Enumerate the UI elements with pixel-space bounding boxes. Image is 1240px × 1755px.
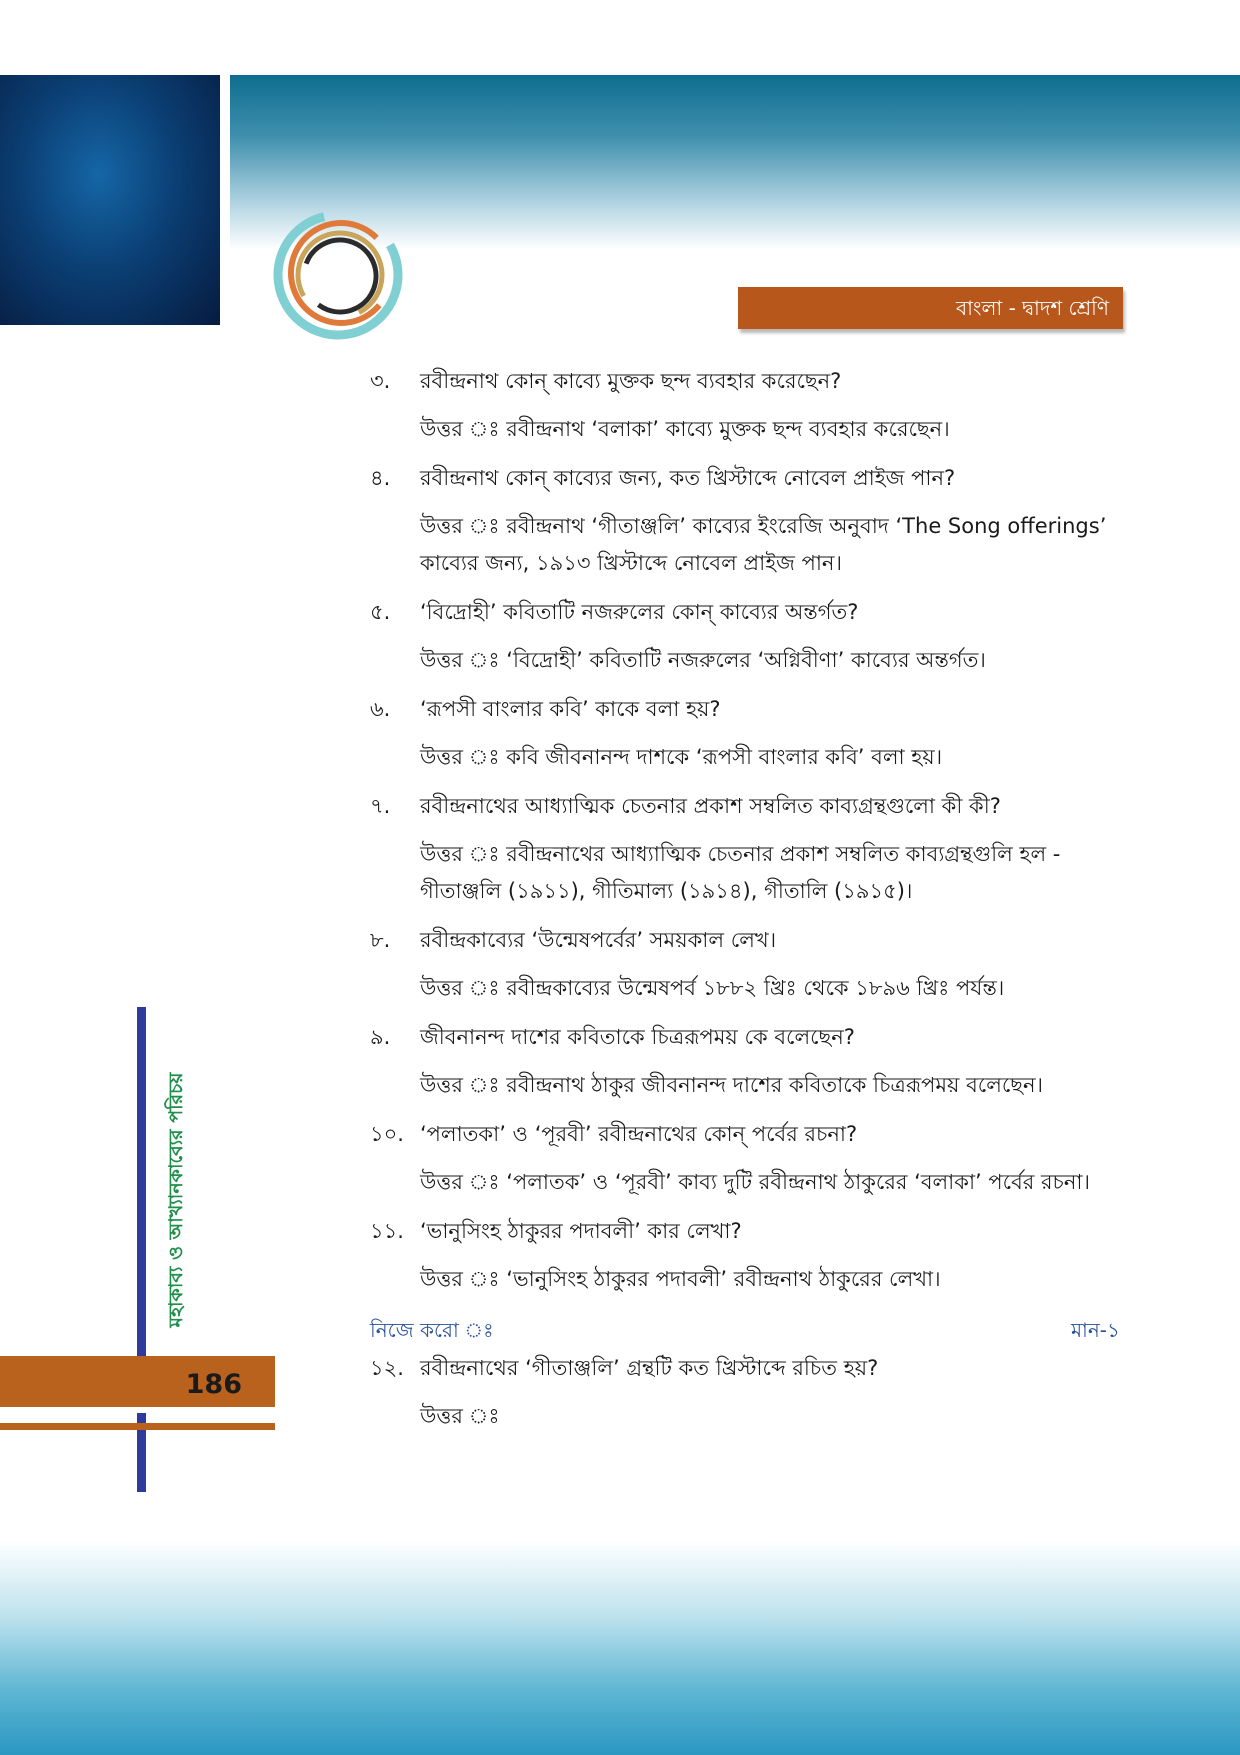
question-row: [370, 1213, 1130, 1249]
swirl-ring-orange: [271, 205, 408, 343]
question-row: [370, 1350, 1130, 1386]
chapter-side-title: মহাকাব্য ও আখ্যানকাব্যের পরিচয়: [165, 1072, 187, 1328]
subject-tag: বাংলা - দ্বাদশ শ্রেণি: [738, 287, 1123, 329]
question-number: ৫.: [370, 600, 391, 624]
question-item: [370, 691, 1130, 776]
swirl-logo-icon: [268, 205, 408, 345]
question-number: ৭.: [370, 794, 391, 818]
answer-text: উত্তর ঃ ‘ভানুসিংহ ঠাকুরর পদাবলী’ রবীন্দ্রনাথ ঠাকুরের লেখা।: [420, 1267, 941, 1291]
question-row: [370, 460, 1130, 496]
answer-text: উত্তর ঃ কবি জীবনানন্দ দাশকে ‘রূপসী বাংলার কবি’ বলা হয়।: [420, 745, 943, 769]
question-text: ‘পলাতকা’ ও ‘পূরবী’ রবীন্দ্রনাথের কোন্ পর্বের রচনা?: [420, 1122, 858, 1146]
question-text: রবীন্দ্রনাথের আধ্যাত্মিক চেতনার প্রকাশ সম্বলিত কাব্যগ্রন্থগুলো কী কী?: [420, 794, 1001, 818]
question-text: রবীন্দ্রনাথ কোন্ কাব্যে মুক্তক ছন্দ ব্যবহার করেছেন?: [420, 369, 842, 393]
question-number: ৪.: [370, 466, 391, 490]
question-number: ৯.: [370, 1025, 391, 1049]
question-row: [370, 691, 1130, 727]
answer-text: উত্তর ঃ রবীন্দ্রনাথ ‘গীতাঞ্জলি’ কাব্যের ইংরেজি অনুবাদ ‘The Song offerings’ কাব্যের জন্য, ১৯১৩ খ্রিস্টাব্দে নোবেল প্রাইজ পান।: [420, 514, 1107, 575]
question-item: [370, 788, 1130, 910]
question-item: [370, 1019, 1130, 1104]
question-row: [370, 1116, 1130, 1152]
answer-label: উত্তর ঃ: [420, 1404, 500, 1428]
question-number: ৮.: [370, 928, 391, 952]
question-row: [370, 922, 1130, 958]
page-tab-underline: [0, 1423, 275, 1430]
question-text: রবীন্দ্রনাথ কোন্ কাব্যের জন্য, কত খ্রিস্টাব্দে নোবেল প্রাইজ পান?: [420, 466, 956, 490]
question-text: রবীন্দ্রকাব্যের ‘উন্মেষপর্বের’ সময়কাল লেখ।: [420, 928, 777, 952]
question-number: ৩.: [370, 369, 391, 393]
question-item: [370, 1213, 1130, 1298]
answer-text: উত্তর ঃ রবীন্দ্রনাথের আধ্যাত্মিক চেতনার প্রকাশ সম্বলিত কাব্যগ্রন্থগুলি হল - গীতাঞ্জলি (১৯১১), গীতিমাল্য (১৯১৪), গীতালি (১৯১৫)।: [420, 842, 1061, 903]
question-list: [370, 363, 1130, 1447]
question-item: [370, 460, 1130, 582]
answer-text: উত্তর ঃ রবীন্দ্রনাথ ‘বলাকা’ কাব্যে মুক্তক ছন্দ ব্যবহার করেছেন।: [420, 417, 950, 441]
question-number: ১১.: [370, 1219, 404, 1243]
question-text: জীবনানন্দ দাশের কবিতাকে চিত্ররূপময় কে বলেছেন?: [420, 1025, 855, 1049]
page-number: 186: [0, 1356, 275, 1413]
question-text: ‘ভানুসিংহ ঠাকুরর পদাবলী’ কার লেখা?: [420, 1219, 742, 1243]
question-item: [370, 1116, 1130, 1201]
answer-text: উত্তর ঃ রবীন্দ্রনাথ ঠাকুর জীবনানন্দ দাশের কবিতাকে চিত্ররূপময় বলেছেন।: [420, 1073, 1044, 1097]
self-practice-heading: [370, 1310, 1130, 1350]
answer-text: উত্তর ঃ ‘পলাতক’ ও ‘পূরবী’ কাব্য দুটি রবীন্দ্রনাথ ঠাকুরের ‘বলাকা’ পর্বের রচনা।: [420, 1170, 1091, 1194]
question-number: ১০.: [370, 1122, 404, 1146]
question-text: ‘রূপসী বাংলার কবি’ কাকে বলা হয়?: [420, 697, 721, 721]
question-row: [370, 363, 1130, 399]
question-row: [370, 594, 1130, 630]
question-text: ‘বিদ্রোহী’ কবিতাটি নজরুলের কোন্ কাব্যের অন্তর্গত?: [420, 600, 859, 624]
question-item: [370, 594, 1130, 679]
practice-question-item: [370, 1350, 1130, 1435]
question-text: রবীন্দ্রনাথের ‘গীতাঞ্জলি’ গ্রন্থটি কত খ্রিস্টাব্দে রচিত হয়?: [420, 1356, 879, 1380]
question-number: ৬.: [370, 697, 391, 721]
self-practice-label: নিজে করো ঃ: [370, 1318, 494, 1342]
side-bar-line: [137, 1007, 146, 1492]
footer-banner: [0, 1540, 1240, 1755]
answer-text: উত্তর ঃ ‘বিদ্রোহী’ কবিতাটি নজরুলের ‘অগ্নিবীণা’ কাব্যের অন্তর্গত।: [420, 648, 986, 672]
header-dark-block: [0, 75, 220, 325]
header-divider: [220, 75, 230, 335]
question-row: [370, 788, 1130, 824]
marks-label: মান-১: [1070, 1318, 1120, 1342]
answer-text: উত্তর ঃ রবীন্দ্রকাব্যের উন্মেষপর্ব ১৮৮২ খ্রিঃ থেকে ১৮৯৬ খ্রিঃ পর্যন্ত।: [420, 976, 1005, 1000]
question-number: ১২.: [370, 1356, 404, 1380]
question-item: [370, 363, 1130, 448]
question-row: [370, 1019, 1130, 1055]
question-item: [370, 922, 1130, 1007]
